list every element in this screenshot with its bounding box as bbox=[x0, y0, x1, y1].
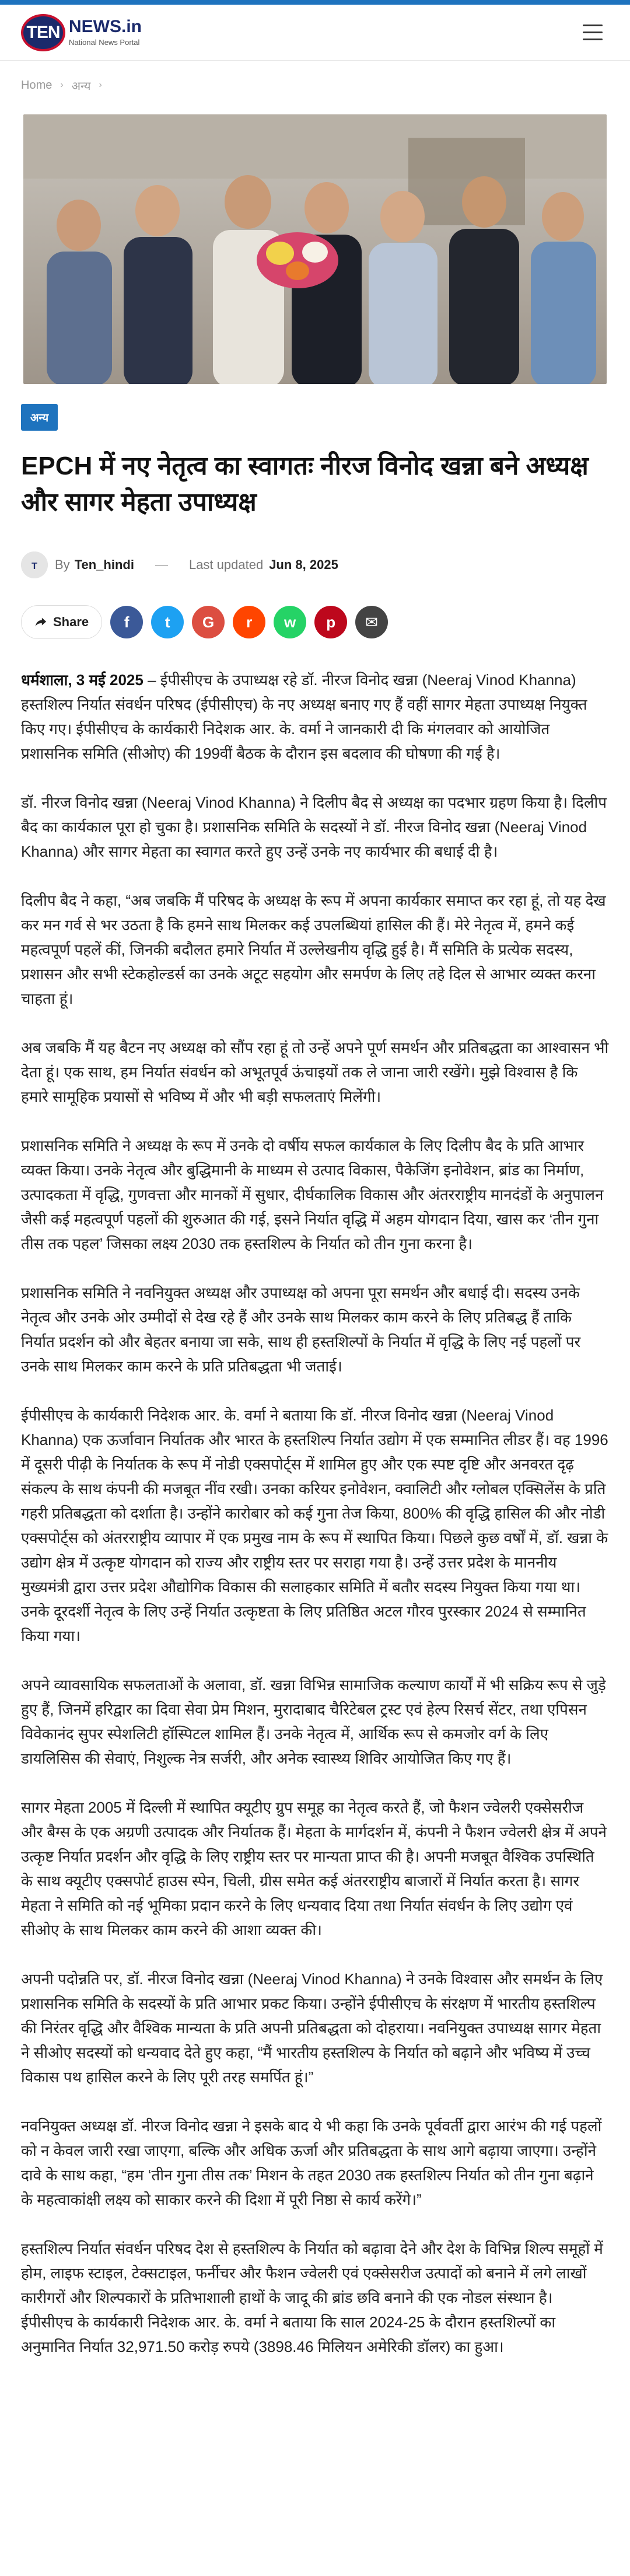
logo-badge: TEN bbox=[21, 14, 65, 51]
chevron-right-icon: › bbox=[60, 80, 64, 90]
google-icon[interactable]: G bbox=[192, 606, 225, 638]
article-meta bbox=[21, 551, 609, 579]
article-paragraph: ईपीसीएच के कार्यकारी निदेशक आर. के. वर्मा ने बताया कि डॉ. नीरज विनोद खन्ना (Neeraj Vinod Khanna) एक ऊर्जावान निर्यातक और भारत के हस्तशिल्प निर्यात उद्योग में एक सम्मानित लीडर हैं। वह 1996 में दूसरी पीढ़ी के निर्यातक के रूप में नोडी एक्सपोर्ट्स में शामिल हुए और एक स्पष्ट दृष्टि और अनवरत दृढ़ संकल्प के साथ कंपनी की मजबूत नींव रखी। उनका करियर इनोवेशन, क्वालिटी और ग्लोबल एक्सिलेंस के प्रति गहरी प्रतिबद्धता को दर्शाता है। उन्होंने कारोबार को कई गुना तेज किया, 800% की वृद्धि हासिल की और नोडी एक्सपोर्ट्स को अंतरराष्ट्रीय व्यापार में एक प्रमुख नाम के रूप में स्थापित किया। पिछले कुछ वर्षों में, डॉ. खन्ना के उद्योग क्षेत्र में उत्कृष्ट योगदान को राज्य और राष्ट्रीय स्तर पर सराहा गया है। उन्हें उत्तर प्रदेश के माननीय मुख्यमंत्री द्वारा उत्तर प्रदेश औद्योगिक विकास की सलाहकार समिति में बतौर सदस्य नियुक्त किया गया था। उनके दूरदर्शी नेतृत्व के लिए उन्हें निर्यात उत्कृष्टता के लिए प्रतिष्ठित अटल गौरव पुरस्कार 2024 से सम्मानित किया गया। bbox=[21, 1406, 608, 1645]
breadcrumb-home-link[interactable]: Home bbox=[21, 78, 52, 92]
breadcrumb-category-link[interactable]: अन्य bbox=[71, 79, 91, 93]
share-icon bbox=[34, 616, 47, 629]
email-icon[interactable]: ✉ bbox=[355, 606, 388, 638]
article-paragraph: हस्तशिल्प निर्यात संवर्धन परिषद देश से हस्तशिल्प के निर्यात को बढ़ावा देने और देश के विभिन्न शिल्प समूहों में होम, लाइफ स्टाइल, टेक्सटाइल, फर्नीचर और फैशन ज्वेलरी एवं एक्सेसरीज उत्पादों को बनाने में लगे लाखों कारीगरों और शिल्पकारों के प्रतिभाशाली हाथों के जादू की ब्रांड छवि बनाने की एक नोडल संस्थान है। ईपीसीएच के कार्यकारी निदेशक आर. के. वर्मा ने बताया कि साल 2024-25 के दौरान हस्तशिल्पों का अनुमानित निर्यात 32,971.50 करोड़ रुपये (3898.46 मिलियन अमेरिकी डॉलर) का हुआ। bbox=[21, 2240, 603, 2355]
article-paragraph: धर्मशाला, 3 मई 2025 – ईपीसीएच के उपाध्यक्ष रहे डॉ. नीरज विनोद खन्ना (Neeraj Vinod Khanna) हस्तशिल्प निर्यात संवर्धन परिषद (ईपीसीएच) के नए अध्यक्ष बनाए गए हैं वहीं सागर मेहता उपाध्यक्ष नियुक्त किए गए। ईपीसीएच के कार्यकारी निदेशक आर. के. वर्मा ने जानकारी दी कि मंगलवार को आयोजित प्रशासनिक समिति (सीओए) की 199वीं बैठक के दौरान इस बदलाव की घोषणा की गई है। bbox=[21, 671, 587, 762]
article-title: EPCH में नए नेतृत्व का स्वागतः नीरज विनोद खन्ना बने अध्यक्ष और सागर मेहता उपाध्यक्ष bbox=[21, 452, 589, 516]
svg-text:T: T bbox=[32, 561, 37, 571]
by-label: By bbox=[55, 557, 70, 572]
share-button[interactable] bbox=[21, 605, 102, 639]
breadcrumb bbox=[0, 61, 630, 110]
article-paragraph: सागर मेहता 2005 में दिल्ली में स्थापित क्यूटीए ग्रुप समूह का नेतृत्व करते हैं, जो फैशन ज्वेलरी एक्सेसरीज और बैग्स के एक अग्रणी उत्पादक और निर्यातक हैं। मेहता के मार्गदर्शन में, कंपनी ने फैशन ज्वेलरी क्षेत्र में अपने उत्कृष्ट निर्यात प्रदर्शन और वृद्धि के लिए राष्ट्रीय स्तर पर मान्यता प्राप्त की है। अपनी मजबूत वैश्विक उपस्थिति के साथ क्यूटीए एक्सपोर्ट हाउस स्पेन, चिली, ग्रीस समेत कई अंतरराष्ट्रीय बाजारों में निर्यात करता है। सागर मेहता ने समिति को नई भूमिका प्रदान करने के लिए धन्यवाद दिया तथा निर्यात संवर्धन के लिए उद्योग एवं सीओए के साथ मिलकर काम करने की आशा व्यक्त की। bbox=[21, 1799, 607, 1939]
share-bar bbox=[21, 605, 609, 640]
author-link[interactable]: Ten_hindi bbox=[74, 557, 134, 572]
article-paragraph: अपनी पदोन्नति पर, डॉ. नीरज विनोद खन्ना (Neeraj Vinod Khanna) ने उनके विश्वास और समर्थन के लिए प्रशासनिक समिति के सदस्यों के प्रति आभार प्रकट किया। उन्होंने ईपीसीएच के संरक्षण में भारतीय हस्तशिल्प की निरंतर वृद्धि और वैश्विक मान्यता के प्रति अपनी प्रतिबद्धता को दोहराया। नवनियुक्त उपाध्यक्ष सागर मेहता ने सीओए सदस्यों को धन्यवाद देते हुए कहा, “मैं भारतीय हस्तशिल्प के निर्यात को बढ़ाने और भविष्य में उच्च विकास पथ हासिल करने के लिए पूरी तरह समर्पित हूं।” bbox=[21, 1970, 603, 2086]
top-accent-strip bbox=[0, 0, 630, 5]
dateline: धर्मशाला, 3 मई 2025 bbox=[21, 671, 144, 689]
twitter-icon[interactable]: t bbox=[151, 606, 184, 638]
logo-name: NEWS.in bbox=[69, 17, 142, 36]
hamburger-menu-icon[interactable] bbox=[576, 16, 609, 49]
facebook-icon[interactable]: f bbox=[110, 606, 143, 638]
meta-separator: — bbox=[155, 557, 168, 572]
article-paragraph: प्रशासनिक समिति ने नवनियुक्त अध्यक्ष और उपाध्यक्ष को अपना पूरा समर्थन और बधाई दी। सदस्य उनके नेतृत्व और उनके ओर उम्मीदों से देख रहे हैं और उनके साथ मिलकर काम करने के लिए प्रतिबद्ध हैं ताकि निर्यात प्रदर्शन को और बेहतर बनाया जा सके, साथ ही हस्तशिल्पों के निर्यात में वृद्धि के लिए नई पहलों पर उनके साथ मिलकर काम करने के प्रति प्रतिबद्धता भी जताई। bbox=[21, 1284, 581, 1375]
last-updated-date: Jun 8, 2025 bbox=[269, 557, 338, 572]
share-label: Share bbox=[53, 615, 89, 629]
reddit-icon[interactable]: r bbox=[233, 606, 265, 638]
site-logo[interactable] bbox=[21, 14, 142, 51]
article-body bbox=[21, 668, 609, 2359]
logo-tagline: National News Portal bbox=[69, 38, 140, 47]
avatar[interactable] bbox=[21, 551, 48, 578]
article-paragraph: नवनियुक्त अध्यक्ष डॉ. नीरज विनोद खन्ना ने इसके बाद ये भी कहा कि उनके पूर्ववर्ती द्वारा आरंभ की गई पहलों को न केवल जारी रखा जाएगा, बल्कि और अधिक ऊर्जा और प्रतिबद्धता के साथ आगे बढ़ाया जाएगा। उन्होंने दावे के साथ कहा, “हम ‘तीन गुना तीस तक’ मिशन के तहत 2030 तक हस्तशिल्प निर्यात को तीन गुना बढ़ाने के महत्वाकांक्षी लक्ष्य को साकार करने की दिशा में पूरी निष्ठा से कार्य करेंगे।” bbox=[21, 2117, 602, 2208]
pinterest-icon[interactable]: p bbox=[314, 606, 347, 638]
site-header bbox=[0, 5, 630, 61]
article-paragraph: अपने व्यावसायिक सफलताओं के अलावा, डॉ. खन्ना विभिन्न सामाजिक कल्याण कार्यों में भी सक्रिय रूप से जुड़े हुए हैं, जिनमें हरिद्वार का दिवा सेवा प्रेम मिशन, मुरादाबाद चैरिटेबल ट्रस्ट एवं हेल्प रिसर्च सेंटर, तथा एपिसन विवेकानंद सुपर स्पेशलिटी हॉस्पिटल शामिल हैं। उनके नेतृत्व में, आर्थिक रूप से कमजोर वर्ग के लिए डायलिसिस की सेवाएं, निशुल्क नेत्र सर्जरी, और अनेक स्वास्थ्य शिविर आयोजित किए गए हैं। bbox=[21, 1676, 606, 1767]
chevron-right-icon: › bbox=[99, 80, 102, 90]
author-avatar-icon bbox=[21, 551, 48, 578]
whatsapp-icon[interactable]: w bbox=[274, 606, 306, 638]
article-paragraph: अब जबकि मैं यह बैटन नए अध्यक्ष को सौंप रहा हूं तो उन्हें अपने पूर्ण समर्थन और प्रतिबद्धता का आश्वासन भी देता हूं। एक साथ, हम निर्यात संवर्धन को अभूतपूर्व ऊंचाइयों तक ले जाना जारी रखेंगे। मुझे विश्वास है कि हमारे सामूहिक प्रयासों से भविष्य में और भी बड़ी सफलताएं मिलेंगी। bbox=[21, 1039, 609, 1105]
group-photo-illustration bbox=[23, 114, 607, 384]
article-paragraph: दिलीप बैद ने कहा, “अब जबकि मैं परिषद के अध्यक्ष के रूप में अपना कार्यकार समाप्त कर रहा हूं, तो यह देख कर मन गर्व से भर उठता है कि हमने साथ मिलकर कई उपलब्धियां हासिल की हैं। मेरे नेतृत्व में, हमने कई महत्वपूर्ण पहलें कीं, जिनकी बदौलत हमारे निर्यात में उल्लेखनीय वृद्धि हुई है। मैं समिति के प्रत्येक सदस्य, प्रशासन और सभी स्टेकहोल्डर्स का उनके अटूट सहयोग और समर्पण के लिए तहे दिल से आभार व्यक्त करना चाहता हूं। bbox=[21, 892, 606, 1007]
category-badge[interactable]: अन्य bbox=[21, 404, 58, 431]
article-paragraph: डॉ. नीरज विनोद खन्ना (Neeraj Vinod Khanna) ने दिलीप बैद से अध्यक्ष का पदभार ग्रहण किया है। दिलीप बैद का कार्यकाल पूरा हो चुका है। प्रशासनिक समिति के सदस्यों ने डॉ. नीरज विनोद खन्ना (Neeraj Vinod Khanna) और सागर मेहता का स्वागत करते हुए उन्हें उनके नए कार्यभार की बधाई दी है। bbox=[21, 794, 607, 860]
article-paragraph: प्रशासनिक समिति ने अध्यक्ष के रूप में उनके दो वर्षीय सफल कार्यकाल के लिए दिलीप बैद के प्रति आभार व्यक्त किया। उनके नेतृत्व और बुद्धिमानी के माध्यम से उत्पाद विकास, पैकेजिंग इनोवेशन, ब्रांड का निर्माण, उत्पादकता में वृद्धि, गुणवत्ता और मानकों में सुधार, दीर्घकालिक विकास और अंतरराष्ट्रीय मानदंडों के अनुपालन जैसी कई महत्वपूर्ण पहलों की शुरुआत की गई, इसने निर्यात वृद्धि में अहम योगदान दिया, खास कर ‘तीन गुना तीस तक पहल’ जिसका लक्ष्य 2030 तक हस्तशिल्प के निर्यात को तीन गुना करना है। bbox=[21, 1137, 604, 1252]
last-updated-label: Last updated bbox=[188, 557, 264, 572]
featured-image bbox=[23, 114, 607, 384]
